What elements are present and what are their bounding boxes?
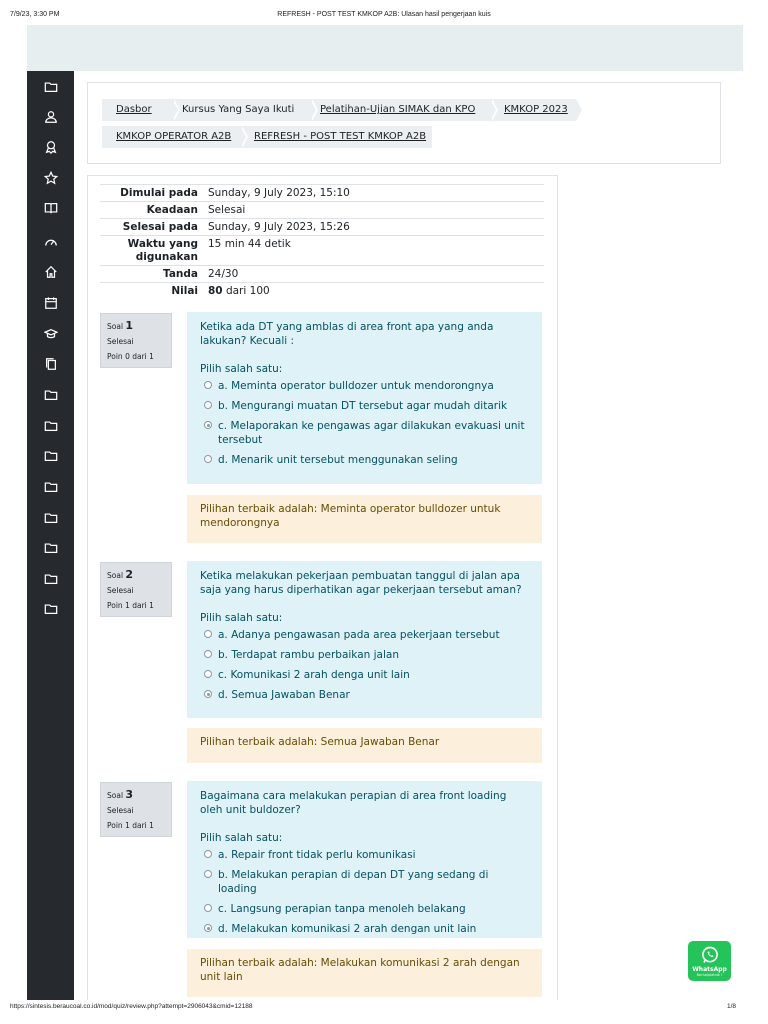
grade-max: dari 100 xyxy=(222,285,270,297)
correct-answer-feedback: Pilihan terbaik adalah: Melakukan komunikasi 2 arah dengan unit lain xyxy=(187,949,542,997)
graduation-cap-icon[interactable] xyxy=(43,326,59,342)
question-number: 3 xyxy=(125,788,134,801)
folder-icon[interactable] xyxy=(43,387,59,403)
question-label: Soal xyxy=(107,322,124,331)
question-state: Selesai xyxy=(107,586,134,595)
breadcrumb-dasbor[interactable] xyxy=(102,99,172,121)
answer-option[interactable] xyxy=(200,848,529,862)
question-state: Selesai xyxy=(107,337,134,346)
question-info xyxy=(100,313,172,368)
question-info xyxy=(100,562,172,617)
whatsapp-sublabel: Berhalplatnik ! xyxy=(696,973,723,977)
radio-button[interactable] xyxy=(204,455,212,463)
quiz-review-card xyxy=(87,175,558,1000)
radio-button[interactable] xyxy=(204,381,212,389)
summary-value: 15 min 44 detik xyxy=(204,236,544,266)
summary-label: Dimulai pada xyxy=(100,185,204,202)
answer-option[interactable] xyxy=(200,902,529,916)
book-icon[interactable] xyxy=(43,200,59,216)
question-text: Bagaimana cara melakukan perapian di area front loading oleh unit buldozer? xyxy=(200,790,507,816)
summary-row xyxy=(100,266,544,283)
question-state: Selesai xyxy=(107,806,134,815)
option-label: b. Mengurangi muatan DT tersebut agar mudah ditarik xyxy=(218,400,508,412)
answer-option[interactable] xyxy=(200,399,529,413)
breadcrumb-label: KMKOP OPERATOR A2B xyxy=(116,131,232,142)
attempt-summary-table xyxy=(100,184,544,299)
radio-button[interactable] xyxy=(204,650,212,658)
breadcrumb-label: REFRESH - POST TEST KMKOP A2B xyxy=(254,131,427,142)
option-label: c. Langsung perapian tanpa menoleh belakang xyxy=(218,903,466,915)
dashboard-icon[interactable] xyxy=(43,234,59,250)
folder-icon[interactable] xyxy=(43,479,59,495)
question-prompt: Pilih salah satu: xyxy=(200,612,283,624)
radio-button[interactable] xyxy=(204,670,212,678)
question-label: Soal xyxy=(107,791,124,800)
correct-answer-feedback: Pilihan terbaik adalah: Semua Jawaban Benar xyxy=(187,728,542,763)
sidebar xyxy=(27,71,74,1000)
summary-value: Sunday, 9 July 2023, 15:10 xyxy=(204,185,544,202)
copy-icon[interactable] xyxy=(43,356,59,372)
print-datetime: 7/9/23, 3:30 PM xyxy=(10,11,60,18)
breadcrumb-kmkop-2023[interactable] xyxy=(490,99,576,121)
folder-icon[interactable] xyxy=(43,79,59,95)
print-page-number: 1/8 xyxy=(726,1003,736,1010)
answer-option[interactable] xyxy=(200,648,529,662)
grade-value: 80 xyxy=(208,285,223,297)
print-url: https://sintesis.beraucoal.co.id/mod/quiz/review.php?attempt=2906043&cmid=12188 xyxy=(10,1003,253,1010)
answer-option[interactable] xyxy=(200,379,529,393)
radio-button[interactable] xyxy=(204,904,212,912)
folder-icon[interactable] xyxy=(43,418,59,434)
user-icon[interactable] xyxy=(43,109,59,125)
question-content xyxy=(187,312,542,484)
question-text: Ketika ada DT yang amblas di area front apa yang anda lakukan? Kecuali : xyxy=(200,321,494,347)
summary-value: 24/30 xyxy=(204,266,544,283)
star-icon[interactable] xyxy=(43,170,59,186)
radio-button[interactable] xyxy=(204,630,212,638)
option-label: a. Adanya pengawasan pada area pekerjaan tersebut xyxy=(218,629,500,641)
radio-button-checked[interactable] xyxy=(204,690,212,698)
radio-button-checked[interactable] xyxy=(204,924,212,932)
badge-icon[interactable] xyxy=(43,139,59,155)
option-label: d. Semua Jawaban Benar xyxy=(218,689,350,701)
radio-button-checked[interactable] xyxy=(204,421,212,429)
question-info xyxy=(100,782,172,837)
summary-label: Keadaan xyxy=(100,202,204,219)
option-label: a. Meminta operator bulldozer untuk mendorongnya xyxy=(218,380,494,392)
question-content xyxy=(187,781,542,938)
page-frame xyxy=(27,25,743,1000)
question-points: Poin 1 dari 1 xyxy=(107,821,154,830)
summary-label: Nilai xyxy=(100,283,204,300)
folder-icon[interactable] xyxy=(43,448,59,464)
option-label: b. Terdapat rambu perbaikan jalan xyxy=(218,649,399,661)
summary-label: Waktu yang digunakan xyxy=(100,236,204,266)
option-label: c. Komunikasi 2 arah denga unit lain xyxy=(218,669,410,681)
folder-icon[interactable] xyxy=(43,601,59,617)
answer-option[interactable] xyxy=(200,628,529,642)
question-prompt: Pilih salah satu: xyxy=(200,363,283,375)
answer-option[interactable] xyxy=(200,419,529,447)
question-content xyxy=(187,561,542,718)
correct-answer-feedback: Pilihan terbaik adalah: Meminta operator bulldozer untuk mendorongnya xyxy=(187,495,542,543)
answer-option[interactable] xyxy=(200,668,529,682)
option-label: c. Melaporakan ke pengawas agar dilakukan evakuasi unit tersebut xyxy=(218,420,525,446)
answer-option[interactable] xyxy=(200,868,529,896)
summary-value: Selesai xyxy=(204,202,544,219)
breadcrumb-pelatihan[interactable] xyxy=(306,99,490,121)
print-title: REFRESH - POST TEST KMKOP A2B: Ulasan hasil pengerjaan kuis xyxy=(277,11,491,18)
breadcrumb xyxy=(87,82,721,164)
summary-value xyxy=(204,283,544,300)
main-content xyxy=(74,71,743,1000)
breadcrumb-label: Dasbor xyxy=(116,104,152,115)
question-label: Soal xyxy=(107,571,124,580)
summary-label: Tanda xyxy=(100,266,204,283)
answer-option[interactable] xyxy=(200,922,529,936)
radio-button[interactable] xyxy=(204,850,212,858)
question-prompt: Pilih salah satu: xyxy=(200,832,283,844)
breadcrumb-label: KMKOP 2023 xyxy=(504,104,568,115)
summary-value: Sunday, 9 July 2023, 15:26 xyxy=(204,219,544,236)
summary-row xyxy=(100,185,544,202)
summary-label: Selesai pada xyxy=(100,219,204,236)
breadcrumb-label: Pelatihan-Ujian SIMAK dan KPO xyxy=(320,104,476,115)
radio-button[interactable] xyxy=(204,870,212,878)
breadcrumb-label: Kursus Yang Saya Ikuti xyxy=(182,104,295,115)
option-label: b. Melakukan perapian di depan DT yang sedang di loading xyxy=(218,869,489,895)
option-label: d. Melakukan komunikasi 2 arah dengan unit lain xyxy=(218,923,477,935)
summary-row xyxy=(100,219,544,236)
question-points: Poin 0 dari 1 xyxy=(107,352,154,361)
radio-button[interactable] xyxy=(204,401,212,409)
breadcrumb-refresh-post-test[interactable] xyxy=(240,126,432,148)
breadcrumb-kursus xyxy=(168,99,310,121)
option-label: a. Repair front tidak perlu komunikasi xyxy=(218,849,416,861)
whatsapp-button[interactable] xyxy=(688,941,731,981)
question-text: Ketika melakukan pekerjaan pembuatan tanggul di jalan apa saja yang harus diperhatikan agar pekerjaan tersebut aman? xyxy=(200,570,522,596)
whatsapp-label: WhatsApp xyxy=(692,966,727,973)
breadcrumb-kmkop-operator[interactable] xyxy=(102,126,240,148)
answer-option[interactable] xyxy=(200,688,529,702)
question-points: Poin 1 dari 1 xyxy=(107,601,154,610)
folder-icon[interactable] xyxy=(43,540,59,556)
question-number: 1 xyxy=(125,319,134,332)
folder-icon[interactable] xyxy=(43,510,59,526)
whatsapp-icon xyxy=(700,945,720,965)
folder-icon[interactable] xyxy=(43,571,59,587)
summary-row xyxy=(100,236,544,266)
top-navbar xyxy=(27,25,743,71)
answer-option[interactable] xyxy=(200,453,529,467)
home-icon[interactable] xyxy=(43,264,59,280)
summary-row xyxy=(100,283,544,300)
calendar-icon[interactable] xyxy=(43,295,59,311)
option-label: d. Menarik unit tersebut menggunakan seling xyxy=(218,454,458,466)
question-number: 2 xyxy=(125,568,134,581)
summary-row xyxy=(100,202,544,219)
